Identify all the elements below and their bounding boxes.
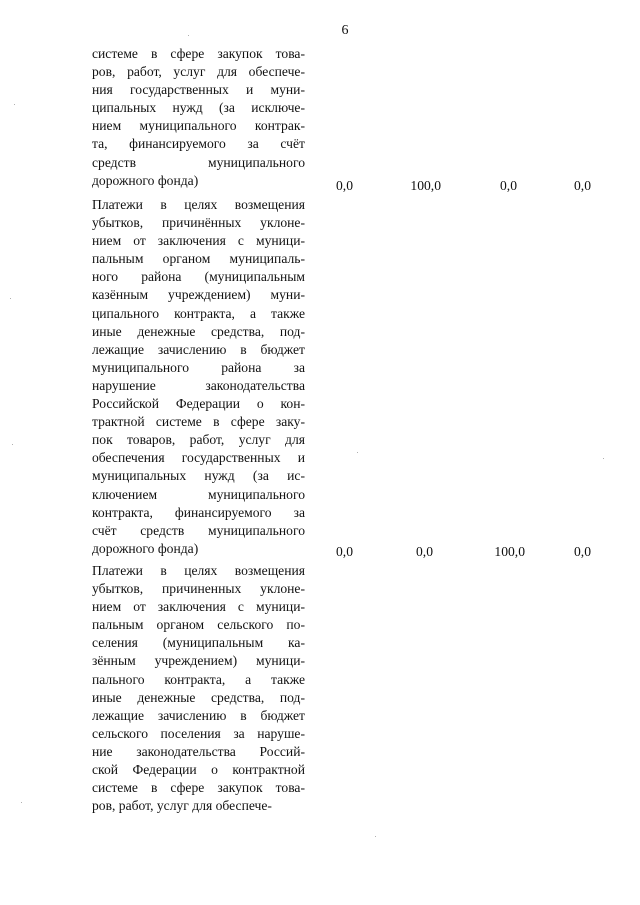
text-line: зённым учреждением) муници-: [92, 653, 305, 669]
text-line: иные денежные средства, под-: [92, 689, 305, 705]
text-line: муниципальных нужд (за ис-: [92, 468, 305, 484]
row-1-value-3: 0,0: [500, 178, 517, 193]
text-line: убытков, причиненных уклоне-: [92, 581, 305, 597]
text-line: ров, работ, услуг для обеспече-: [92, 64, 305, 80]
text-line: пального контракта, а также: [92, 671, 305, 687]
text-line: дорожного фонда): [92, 540, 199, 556]
text-line: средств муниципального: [92, 154, 305, 170]
scan-speck: [14, 104, 15, 105]
text-line: муниципального района за: [92, 359, 305, 375]
text-line: ние законодательства Россий-: [92, 743, 305, 759]
row-2-value-4: 0,0: [574, 544, 591, 559]
text-line: ципального контракта, а также: [92, 305, 305, 321]
text-line: нием муниципального контрак-: [92, 118, 305, 134]
row-description-1: [92, 45, 305, 190]
text-line: иные денежные средства, под-: [92, 323, 305, 339]
row-description-3: [92, 562, 305, 815]
text-line: трактной системе в сфере заку-: [92, 414, 305, 430]
row-1-value-2: 100,0: [410, 178, 441, 193]
text-line: селения (муниципальным ка-: [92, 635, 305, 651]
text-line: ного района (муниципальным: [92, 269, 305, 285]
row-1-value-4: 0,0: [574, 178, 591, 193]
text-line: нарушение законодательства: [92, 377, 305, 393]
text-line: пальным органом сельского по-: [92, 617, 305, 633]
text-line: нием от заключения с муници-: [92, 233, 305, 249]
text-line: контракта, финансируемого за: [92, 504, 305, 520]
text-line: убытков, причинённых уклоне-: [92, 215, 305, 231]
scan-speck: [10, 298, 11, 299]
text-line: Российской Федерации о кон-: [92, 396, 305, 412]
text-line: Платежи в целях возмещения: [92, 197, 305, 212]
text-line: сельского поселения за наруше-: [92, 725, 305, 741]
text-line: ров, работ, услуг для обеспече-: [92, 798, 272, 814]
text-line: ния государственных и муни-: [92, 82, 305, 98]
text-line: системе в сфере закупок това-: [92, 46, 305, 61]
scan-speck: [603, 458, 604, 459]
text-line: пок товаров, работ, услуг для: [92, 432, 305, 448]
text-line: ципальных нужд (за исключе-: [92, 100, 305, 116]
text-line: лежащие зачислению в бюджет: [92, 341, 305, 357]
text-line: лежащие зачислению в бюджет: [92, 707, 305, 723]
text-line: счёт средств муниципального: [92, 522, 305, 538]
text-line: та, финансируемого за счёт: [92, 136, 305, 152]
text-line: обеспечения государственных и: [92, 450, 305, 466]
text-line: нием от заключения с муници-: [92, 599, 305, 615]
row-2-value-3: 100,0: [494, 544, 525, 559]
text-line: Платежи в целях возмещения: [92, 563, 305, 578]
text-line: казённым учреждением) муни-: [92, 287, 305, 303]
page-number: 6: [341, 23, 349, 38]
text-line: пальным органом муниципаль-: [92, 251, 305, 267]
text-line: ключением муниципального: [92, 486, 305, 502]
scan-speck: [375, 836, 376, 837]
scan-speck: [12, 444, 13, 445]
row-2-value-1: 0,0: [336, 544, 353, 559]
row-2-value-2: 0,0: [416, 544, 433, 559]
scan-speck: [21, 802, 22, 803]
row-1-value-1: 0,0: [336, 178, 353, 193]
text-line: системе в сфере закупок това-: [92, 780, 305, 796]
scan-speck: [357, 452, 358, 453]
text-line: дорожного фонда): [92, 172, 199, 188]
text-line: ской Федерации о контрактной: [92, 762, 305, 778]
scan-speck: [188, 35, 189, 36]
row-description-2: [92, 196, 305, 558]
